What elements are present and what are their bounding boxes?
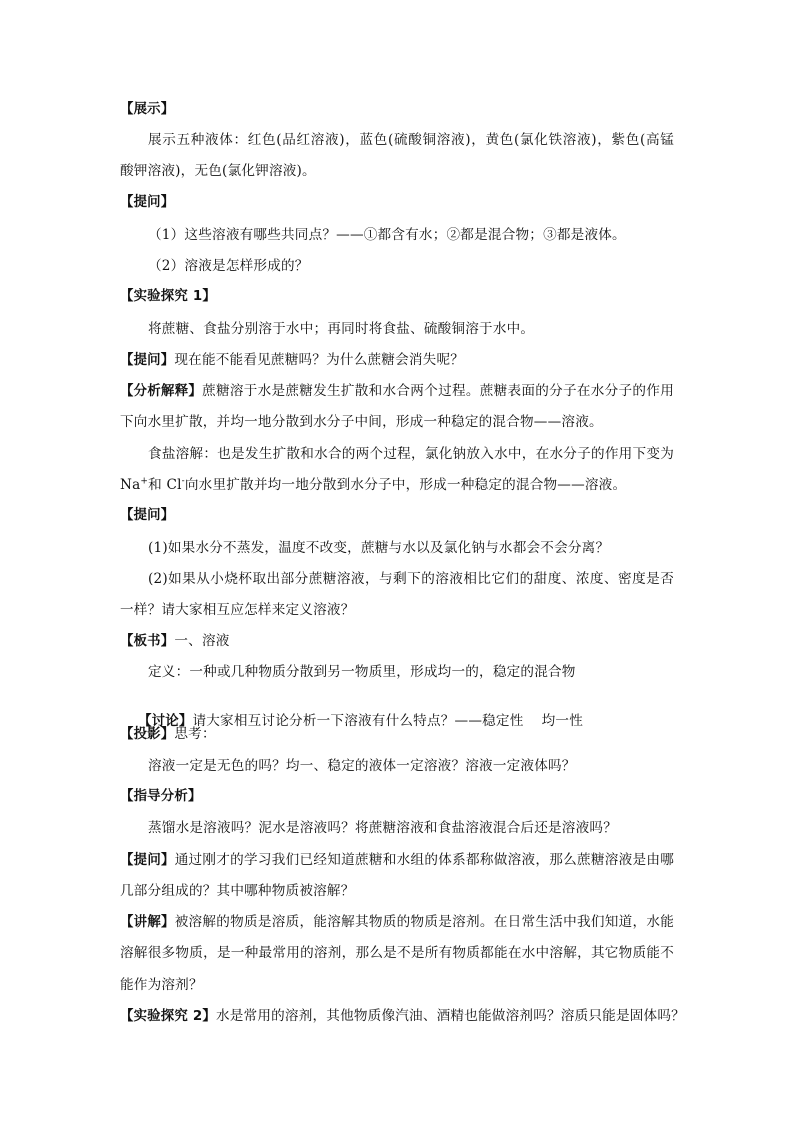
explanation-line bbox=[120, 913, 674, 932]
paragraph-line: 几部分组成的？其中哪种物质被溶解？ bbox=[120, 883, 355, 899]
section-label-question: 【提问】 bbox=[120, 195, 175, 210]
question-line bbox=[120, 351, 464, 370]
section-label-guided-analysis: 【指导分析】 bbox=[120, 789, 202, 804]
section-label-experiment-1: 【实验探究 1】 bbox=[120, 289, 216, 304]
chloride-ion: 和 Cl bbox=[148, 477, 182, 493]
paragraph-line: 食盐溶解：也是发生扩散和水合的两个过程，氯化钠放入水中，在水分子的作用下变为 bbox=[148, 446, 674, 462]
section-label-projection: 【投影】 bbox=[120, 727, 175, 742]
sodium-ion: Na bbox=[120, 477, 141, 493]
discussion-text: 请大家相互讨论分析一下溶液有什么特点？——稳定性 均一性 bbox=[192, 713, 583, 729]
paragraph-line: 能作为溶剂？ bbox=[120, 977, 203, 993]
projection-text: 思考： bbox=[174, 726, 216, 742]
section-label-question: 【提问】 bbox=[120, 508, 175, 523]
question-item: （1）这些溶液有哪些共同点？——①都含有水；②都是混合物；③都是液体。 bbox=[148, 227, 626, 243]
paragraph-line: 溶液一定是无色的吗？均一、稳定的液体一定溶液？溶液一定液体吗？ bbox=[148, 758, 576, 774]
section-label-question: 【提问】 bbox=[120, 353, 175, 368]
question-text: 通过刚才的学习我们已经知道蔗糖和水组的体系都称做溶液，那么蔗糖溶液是由哪 bbox=[174, 852, 674, 868]
section-label-experiment-2: 【实验探究 2】 bbox=[120, 1009, 216, 1024]
paragraph-line: 下向水里扩散，并均一地分散到水分子中间，形成一种稳定的混合物——溶液。 bbox=[120, 414, 603, 430]
question-text: 现在能不能看见蔗糖吗？为什么蔗糖会消失呢？ bbox=[174, 352, 465, 368]
section-label-board: 【板书】 bbox=[120, 634, 175, 649]
board-line bbox=[120, 632, 230, 651]
sodium-charge: + bbox=[140, 476, 149, 487]
section-label-explanation: 【讲解】 bbox=[120, 915, 175, 930]
analysis-text: 蔗糖溶于水是蔗糖发生扩散和水合两个过程。蔗糖表面的分子在水分子的作用 bbox=[202, 383, 674, 399]
paragraph-line: 展示五种液体：红色(品红溶液)，蓝色(硫酸铜溶液)，黄色(氯化铁溶液)，紫色(高锰 bbox=[148, 132, 674, 148]
question-item: (2)如果从小烧杯取出部分蔗糖溶液，与剩下的溶液相比它们的甜度、浓度、密度是否 bbox=[148, 571, 674, 587]
paragraph-line: 溶解很多物质，是一种最常用的溶剂，那么是不是所有物质都能在水中溶解，其它物质能不 bbox=[120, 945, 674, 961]
experiment-2-text: 水是常用的溶剂，其他物质像汽油、酒精也能做溶剂吗？溶质只能是固体吗？ bbox=[215, 1008, 685, 1024]
projection-line bbox=[120, 725, 216, 744]
board-text: 一、溶液 bbox=[174, 633, 230, 649]
ion-line-text: 向水里扩散并均一地分散到水分子中，形成一种稳定的混合物——溶液。 bbox=[184, 477, 627, 493]
question-item: (1)如果水分不蒸发，温度不改变，蔗糖与水以及氯化钠与水都会不会分离？ bbox=[148, 540, 610, 556]
section-label-question: 【提问】 bbox=[120, 853, 175, 868]
question-line bbox=[120, 851, 674, 870]
paragraph-line: 蒸馏水是溶液吗？泥水是溶液吗？将蔗糖溶液和食盐溶液混合后还是溶液吗？ bbox=[148, 820, 617, 836]
experiment-2-line bbox=[120, 1007, 685, 1026]
section-label-discussion: 【讨论】 bbox=[138, 714, 193, 729]
analysis-line bbox=[120, 382, 674, 401]
section-label-display: 【展示】 bbox=[120, 102, 175, 117]
ion-line bbox=[120, 476, 626, 494]
paragraph-line: 将蔗糖、食盐分别溶于水中；再同时将食盐、硫酸铜溶于水中。 bbox=[148, 321, 535, 337]
paragraph-line: 一样？请大家相互应怎样来定义溶液？ bbox=[120, 602, 355, 618]
question-item: （2）溶液是怎样形成的？ bbox=[148, 258, 309, 274]
section-label-analysis: 【分析解释】 bbox=[120, 384, 203, 399]
paragraph-line: 酸钾溶液)，无色(氯化钾溶液)。 bbox=[120, 163, 316, 179]
definition-line: 定义：一种或几种物质分散到另一物质里，形成均一的，稳定的混合物 bbox=[148, 664, 576, 680]
explanation-text: 被溶解的物质是溶质，能溶解其物质的物质是溶剂。在日常生活中我们知道，水能 bbox=[174, 914, 674, 930]
chloride-charge: - bbox=[181, 476, 185, 487]
